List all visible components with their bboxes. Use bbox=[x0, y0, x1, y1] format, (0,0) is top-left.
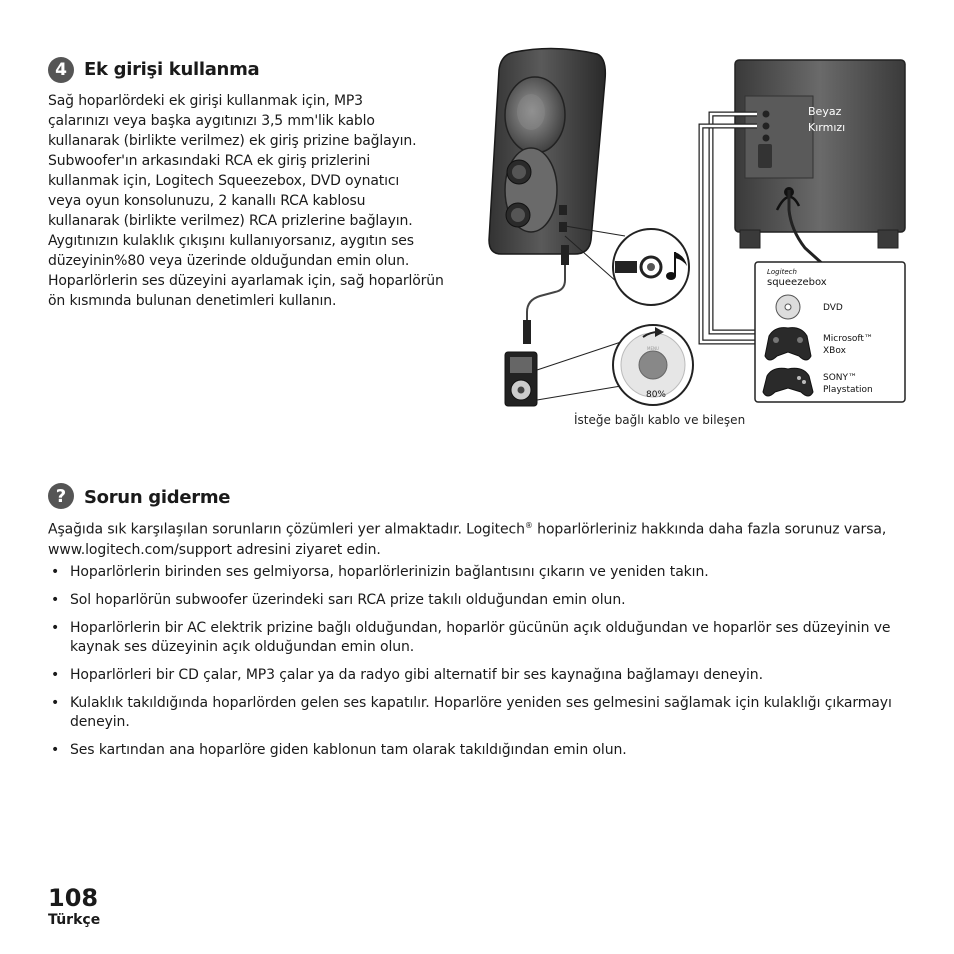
list-item: • Hoparlörlerin bir AC elektrik prizine bağlı olduğundan, hoparlör gücünün açık olduğundan ve hoparlör ses düzeyinin ve kaynak ses düzeyinin açık olduğundan emin olun. bbox=[48, 619, 918, 657]
ps-label-2: Playstation bbox=[823, 385, 873, 395]
step-number-badge: 4 bbox=[48, 57, 74, 83]
troubleshooting-intro bbox=[48, 516, 918, 560]
intro-text-part2: hoparlörleriniz hakkında daha fazla sorunuz varsa, www.logitech.com/support adresini ziyaret edin. bbox=[48, 521, 887, 558]
paragraph-line: kullanarak (birlikte verilmez) ek giriş prizine bağlayın. bbox=[48, 133, 417, 149]
page-number: 108 bbox=[48, 884, 99, 912]
paragraph-line: Hoparlörlerin ses düzeyini ayarlamak için, sağ hoparlörün bbox=[48, 273, 444, 289]
paragraph-line: kullanmak için, Logitech Squeezebox, DVD oynatıcı bbox=[48, 173, 400, 189]
paragraph-line: veya oyun konsolunuzu, 2 kanallı RCA kablosu bbox=[48, 193, 366, 209]
list-item: • Hoparlörleri bir CD çalar, MP3 çalar ya da radyo gibi alternatif bir ses kaynağına bağlamayı deneyin. bbox=[48, 666, 918, 685]
language-label: Türkçe bbox=[48, 912, 101, 928]
list-item: • Ses kartından ana hoparlöre giden kablonun tam olarak takıldığından emin olun. bbox=[48, 741, 918, 760]
aux-input-paragraph bbox=[48, 91, 468, 311]
ps-label-1: SONY™ bbox=[823, 373, 858, 383]
xbox-label-1: Microsoft™ bbox=[823, 334, 873, 344]
source-devices-box bbox=[755, 262, 905, 402]
intro-text-part1: Aşağıda sık karşılaşılan sorunların çözümleri yer almaktadır. Logitech bbox=[48, 521, 525, 538]
paragraph-line: Aygıtınızın kulaklık çıkışını kullanıyorsanız, aygıtın ses bbox=[48, 233, 414, 249]
paragraph-line: çalarınızı veya başka aygıtınızı 3,5 mm'lik kablo bbox=[48, 113, 375, 129]
subwoofer bbox=[735, 60, 905, 248]
list-item: • Sol hoparlörün subwoofer üzerindeki sarı RCA prize takılı olduğundan emin olun. bbox=[48, 591, 918, 610]
section-title-troubleshooting: Sorun giderme bbox=[84, 487, 231, 508]
troubleshooting-list bbox=[48, 563, 918, 769]
squeezebox-logo-text: squeezebox bbox=[767, 277, 827, 288]
paragraph-line: kullanarak (birlikte verilmez) RCA prizlerine bağlayın. bbox=[48, 213, 413, 229]
headphone-jack-zoom bbox=[613, 229, 689, 305]
volume-level-label: 80% bbox=[645, 390, 667, 400]
registered-mark: ® bbox=[524, 521, 533, 530]
volume-wheel-zoom bbox=[613, 325, 693, 405]
section-title-aux-input: Ek girişi kullanma bbox=[84, 59, 260, 80]
list-item: • Kulaklık takıldığında hoparlörden gelen ses kapatılır. Hoparlöre yeniden ses gelmesini sağlamak için kulaklığı çıkarmayı deneyin. bbox=[48, 694, 918, 732]
paragraph-line: düzeyinin%80 veya üzerinde olduğundan emin olun. bbox=[48, 253, 410, 269]
wheel-menu-label: MENU bbox=[647, 346, 659, 351]
list-item: • Hoparlörlerin birinden ses gelmiyorsa, hoparlörlerinizin bağlantısını çıkarın ve yeniden takın. bbox=[48, 563, 918, 582]
diagram-caption: İsteğe bağlı kablo ve bileşen bbox=[574, 413, 746, 427]
question-mark-icon: ? bbox=[48, 483, 74, 509]
rca-red-label: Kırmızı bbox=[808, 121, 846, 134]
paragraph-line: ön kısmında bulunan denetimleri kullanın. bbox=[48, 293, 337, 309]
mp3-player-icon bbox=[505, 352, 537, 406]
satellite-speaker bbox=[489, 48, 605, 254]
paragraph-line: Subwoofer'ın arkasındaki RCA ek giriş prizlerini bbox=[48, 153, 371, 169]
rca-white-label: Beyaz bbox=[808, 105, 842, 118]
logitech-logo-text: Logitech bbox=[767, 268, 797, 276]
connection-diagram bbox=[485, 40, 925, 412]
xbox-label-2: XBox bbox=[823, 346, 846, 356]
paragraph-line: Sağ hoparlördeki ek girişi kullanmak için, MP3 bbox=[48, 93, 363, 109]
dvd-label: DVD bbox=[823, 303, 843, 313]
